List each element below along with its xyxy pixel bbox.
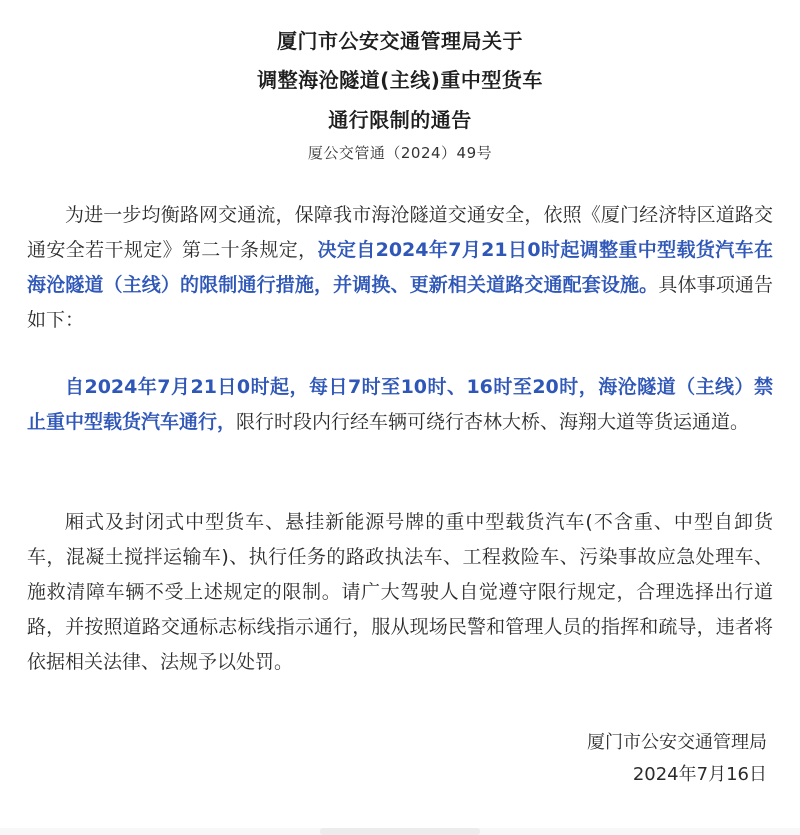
title-line-1: 厦门市公安交通管理局关于 bbox=[277, 29, 523, 53]
restriction-highlight: 自2024年7月21日0时起，每日7时至10时、16时至20时，海沧隧道（主线）禁止重中型载货汽车通行， bbox=[27, 376, 773, 433]
title-line-2: 调整海沧隧道(主线)重中型货车 bbox=[257, 68, 543, 92]
bottom-edge bbox=[0, 828, 800, 835]
intro-closing-text: 具体事项通告如下： bbox=[27, 274, 773, 331]
intro-text: 为进一步均衡路网交通流，保障我市海沧隧道交通安全，依照《厦门经济特区道路交通安全若干规定》第二十条规定， bbox=[27, 204, 773, 261]
title-line-3: 通行限制的通告 bbox=[328, 108, 472, 132]
paragraph-exemptions: 厢式及封闭式中型货车、悬挂新能源号牌的重中型载货汽车(不含重、中型自卸货车，混凝土搅拌运输车)、执行任务的路政执法车、工程救险车、污染事故应急处理车、施救清障车辆不受上述规定的限制。请广大驾驶人自觉遵守限行规定，合理选择出行道路，并按照道路交通标志标线指示通行，服从现场民警和管理人员的指挥和疏导，违者将依据相关法律、法规予以处罚。 bbox=[27, 511, 773, 673]
paragraph-intro bbox=[27, 198, 773, 338]
document-number: 厦公交管通（2024）49号 bbox=[307, 144, 493, 162]
signature-organization: 厦门市公安交通管理局 bbox=[587, 732, 767, 753]
restriction-detour-text: 限行时段内行经车辆可绕行杏林大桥、海翔大道等货运通道。 bbox=[236, 411, 750, 433]
bottom-blur-mark bbox=[320, 828, 480, 835]
intro-decision-highlight: 决定自2024年7月21日0时起调整重中型载货汽车在海沧隧道（主线）的限制通行措施，并调换、更新相关道路交通配套设施。 bbox=[27, 239, 773, 296]
signature-date: 2024年7月16日 bbox=[632, 764, 767, 785]
paragraph-restriction bbox=[27, 370, 773, 440]
